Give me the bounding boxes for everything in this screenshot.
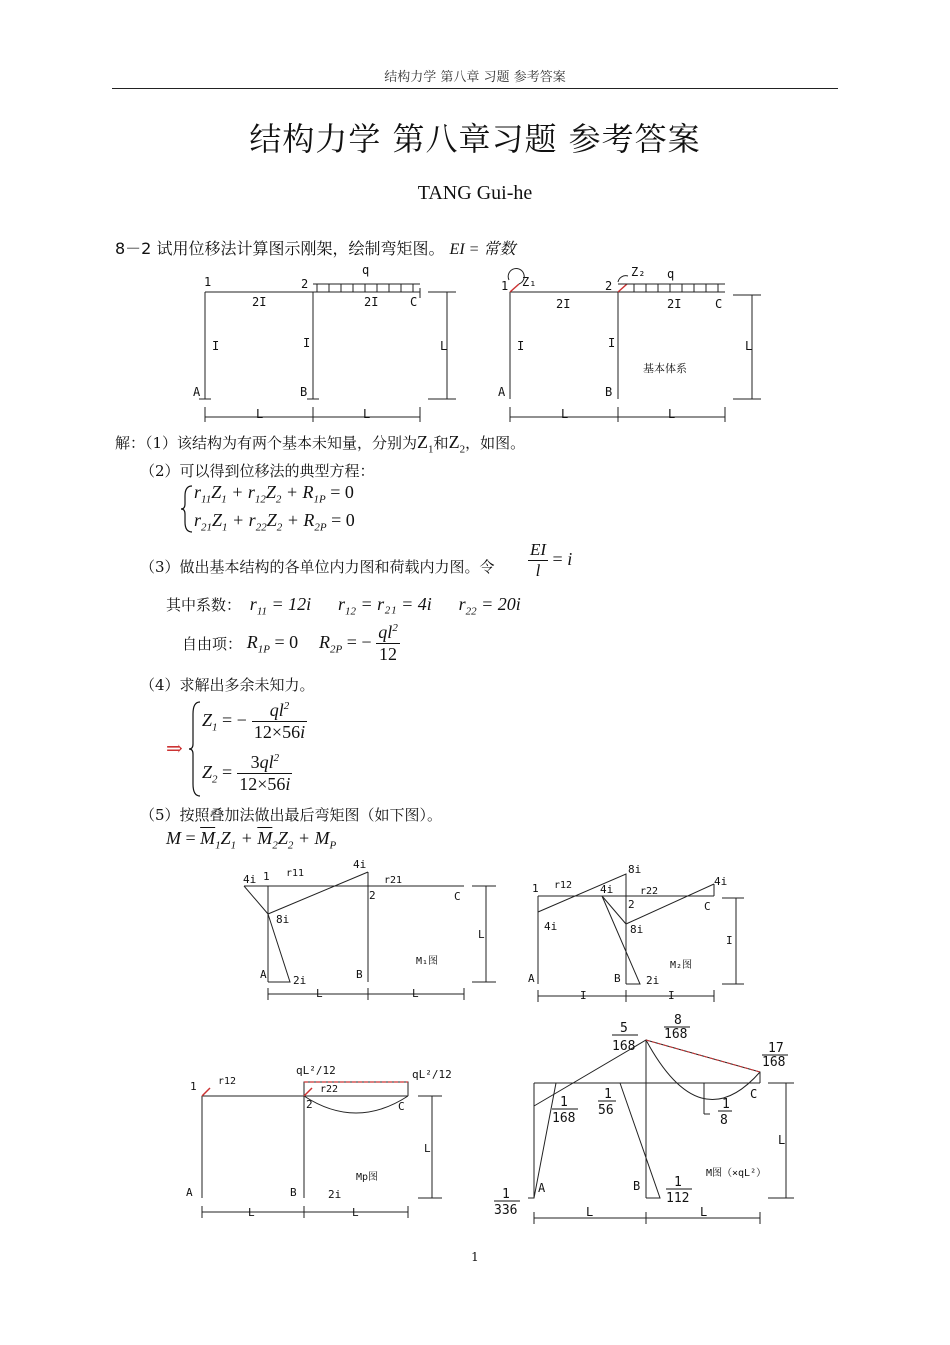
problem-ei: EI = 常数: [449, 241, 516, 258]
node-b-label: B: [605, 385, 613, 399]
v2-num: 8: [674, 1013, 682, 1028]
step-3-text: （3）做出基本结构的各单位内力图和荷载内力图。令: [140, 558, 495, 576]
height-dim: I: [726, 934, 733, 947]
span-right-dim: L: [363, 407, 371, 421]
free-terms: [182, 622, 400, 665]
node-2-label: 2: [369, 889, 376, 902]
value-right: qL²/12: [412, 1068, 452, 1081]
frame-figure: [190, 262, 470, 427]
step-2: （2）可以得到位移法的典型方程：: [140, 462, 375, 480]
height-dim: L: [778, 1133, 786, 1147]
node-b-label: B: [290, 1186, 297, 1199]
value-4i-left: 4i: [243, 873, 257, 886]
value-8i: 8i: [628, 863, 642, 876]
m-right-parabola: [646, 1040, 760, 1100]
node-c-label: C: [704, 900, 711, 913]
mp-parabola: [304, 1096, 408, 1113]
distributed-load: [313, 284, 420, 292]
node-1-label: 1: [532, 882, 539, 895]
m2-col-top: [602, 896, 626, 924]
equation-2: $r_{21}Z_1 + r_{22}Z_2 + R_{2P} = 0$: [194, 510, 355, 534]
node-b-label: B: [300, 385, 308, 399]
r12-label: r12: [554, 880, 573, 891]
page-number: 1: [471, 1250, 479, 1264]
beam-right-label: 2I: [364, 295, 379, 309]
m1-diagram: [238, 856, 498, 1006]
coef-r12: $r_{12} = r_{21} = 4i$: [337, 594, 432, 618]
node-b-label: B: [356, 968, 363, 981]
beam-right-label: 2I: [667, 297, 682, 311]
v8-num: 1: [674, 1175, 682, 1190]
mp-caption: Mp图: [356, 1172, 379, 1183]
step-1-text: 解：（1）该结构为有两个基本未知量，分别为: [115, 434, 418, 452]
z2-solution: $Z_2$ = $\frac{3ql^2}{12\times 56i}$: [202, 752, 291, 794]
node-b-label: B: [614, 972, 621, 985]
page-title: 结构力学 第八章习题 参考答案: [249, 120, 701, 158]
z1-symbol: $Z_1$: [417, 432, 434, 456]
node-2-label: 2: [301, 277, 309, 291]
value-4i-a: 4i: [600, 883, 614, 896]
v6-num: 1: [722, 1097, 730, 1112]
problem-label: 8－2 试用位移法计算图示刚架，绘制弯矩图。: [115, 239, 445, 258]
node-a-label: A: [260, 968, 267, 981]
step-3: [140, 556, 495, 577]
free-terms-label: 自由项：: [182, 635, 243, 653]
span-right-dim: L: [352, 1206, 359, 1219]
v6-den: 8: [720, 1113, 728, 1128]
value-4i-b: 4i: [544, 920, 558, 933]
m1-beam-moment: [268, 872, 368, 914]
step-4: （4）求解出多余未知力。: [140, 676, 315, 694]
node-c-label: C: [398, 1100, 405, 1113]
span-left-dim: I: [580, 989, 587, 1002]
node-1-label: 1: [190, 1080, 197, 1093]
value-4i-top: 4i: [353, 858, 367, 871]
span-left-dim: L: [316, 987, 323, 1000]
r2p-fraction: $\frac{ql^2}{12}$: [378, 622, 398, 664]
v7-num: 1: [502, 1187, 510, 1202]
node-2-label: 2: [605, 279, 613, 293]
value-8i-b: 8i: [630, 923, 644, 936]
step-1: [115, 432, 525, 456]
m1-caption: M₁图: [416, 956, 439, 967]
span-left-dim: L: [248, 1206, 255, 1219]
problem-statement: [115, 236, 515, 259]
and-text: 和: [433, 434, 449, 452]
height-dim: L: [440, 339, 448, 353]
column-left-label: I: [517, 339, 525, 353]
final-moment-diagram: [490, 1010, 810, 1225]
beam-left-label: 2I: [556, 297, 571, 311]
span-right-dim: L: [412, 987, 419, 1000]
node-c-label: C: [715, 297, 723, 311]
z1-solution: $Z_1$ = − $\frac{ql^2}{12\times 56i}$: [202, 700, 306, 742]
span-right-dim: L: [668, 407, 676, 421]
m1-left-moment: [244, 886, 268, 914]
node-c-label: C: [454, 890, 461, 903]
value-2i: 2i: [646, 974, 660, 987]
column-right-label: I: [303, 336, 311, 350]
node-c-label: C: [410, 295, 418, 309]
r1p-term: $R_{1P} = 0$: [246, 631, 299, 656]
running-header: 结构力学 第八章 习题 参考答案: [384, 70, 566, 85]
node-a-label: A: [538, 1181, 546, 1195]
m-right-beam-line: [646, 1040, 760, 1083]
node-2-label: 2: [628, 898, 635, 911]
v8-den: 112: [666, 1191, 690, 1206]
height-dim: L: [745, 339, 753, 353]
v5-den: 56: [598, 1103, 614, 1118]
coefficients: [166, 594, 521, 618]
height-dim: L: [478, 928, 485, 941]
node-1-label: 1: [263, 870, 270, 883]
r11-label: r11: [286, 868, 305, 879]
v4-num: 1: [560, 1095, 568, 1110]
mp-diagram: [186, 1058, 466, 1228]
load-label: q: [667, 267, 675, 281]
r2p-term: $R_{2P}$ = −: [318, 631, 372, 656]
z1-label: Z₁: [522, 275, 537, 289]
v1-den: 168: [612, 1039, 636, 1054]
m2-diagram: [522, 856, 762, 1006]
column-right-label: I: [608, 336, 616, 350]
span-right-dim: L: [700, 1205, 708, 1219]
value-4i-right: 4i: [714, 875, 728, 888]
coefficients-label: 其中系数：: [166, 596, 242, 614]
node-a-label: A: [193, 385, 201, 399]
r12-label: r12: [218, 1076, 237, 1087]
node-a-label: A: [186, 1186, 193, 1199]
node-a-label: A: [528, 972, 535, 985]
node-a-label: A: [498, 385, 506, 399]
load-label: q: [362, 263, 370, 277]
v4-den: 168: [552, 1111, 576, 1126]
header-rule: [112, 88, 838, 89]
basic-system-caption: 基本体系: [643, 362, 687, 375]
v2-den: 168: [664, 1027, 688, 1042]
coef-r22: $r_{22} = 20i$: [458, 594, 521, 618]
node-b-label: B: [633, 1179, 641, 1193]
step-5: （5）按照叠加法做出最后弯矩图（如下图）。: [140, 806, 443, 824]
step-1-end: ，如图。: [465, 434, 526, 452]
span-left-dim: L: [561, 407, 569, 421]
value-2i: 2i: [328, 1188, 342, 1201]
r22-label: r22: [320, 1084, 339, 1095]
column-left-label: I: [212, 339, 220, 353]
basic-system-figure: [495, 262, 775, 427]
superposition-formula: $M = \overline{M}_1Z_1 + \overline{M}_2Z_2 + M_P$: [166, 828, 337, 852]
node-1-label: 1: [204, 275, 212, 289]
v7-den: 336: [494, 1203, 518, 1218]
value-8i: 8i: [276, 913, 290, 926]
v3-den: 168: [762, 1055, 786, 1070]
node-2-label: 2: [306, 1098, 313, 1111]
equation-1: $r_{11}Z_1 + r_{12}Z_2 + R_{1P} = 0$: [194, 482, 354, 506]
span-right-dim: I: [668, 989, 675, 1002]
height-dim: L: [424, 1142, 431, 1155]
v3-num: 17: [768, 1041, 784, 1056]
value-left: qL²/12: [296, 1064, 336, 1077]
r22-label: r22: [640, 886, 659, 897]
node-c-label: C: [750, 1087, 758, 1101]
v1-num: 5: [620, 1021, 628, 1036]
z2-symbol: $Z_2$: [448, 432, 466, 456]
beam-left-label: 2I: [252, 295, 267, 309]
r21-label: r21: [384, 875, 403, 886]
node-1-label: 1: [501, 279, 509, 293]
author: TANG Gui-he: [417, 182, 533, 204]
m2-caption: M₂图: [670, 960, 693, 971]
z2-label: Z₂: [631, 265, 646, 279]
value-2i: 2i: [293, 974, 307, 987]
m-caption: M图（×qL²）: [706, 1168, 767, 1179]
z2-rotation-arrow: [618, 276, 628, 282]
span-left-dim: L: [586, 1205, 594, 1219]
implies-arrow: ⇒: [166, 736, 183, 760]
v5-num: 1: [604, 1087, 612, 1102]
coef-r11: $r_{11} = 12i$: [249, 594, 312, 618]
span-left-dim: L: [256, 407, 264, 421]
i-definition: $\frac{EI}{l}$ = i: [530, 540, 573, 580]
